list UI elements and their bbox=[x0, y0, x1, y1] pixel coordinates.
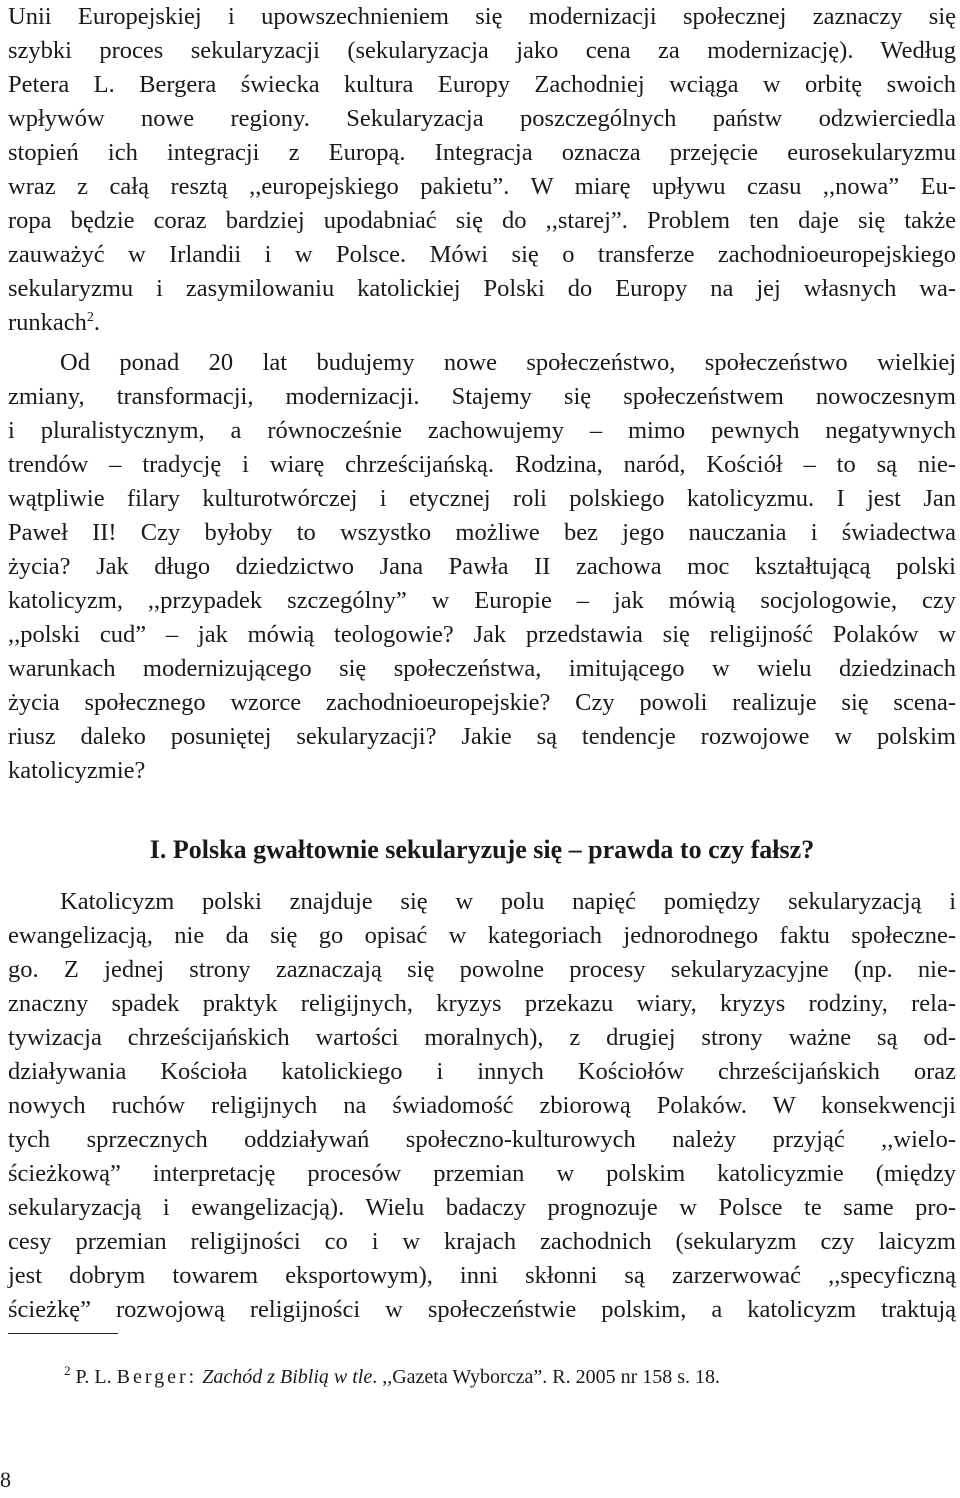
text-line: zmiany, transformacji, modernizacji. Stajemy się społeczeństwem nowoczesnym bbox=[8, 383, 956, 410]
footnote-author-surname: Berger: bbox=[116, 1366, 198, 1388]
text-line: znaczny spadek praktyk religijnych, kryzys przekazu wiary, kryzys rodziny, rela- bbox=[8, 990, 956, 1017]
text-line: życia społecznego wzorce zachodnioeuropejskie? Czy powoli realizuje się scena- bbox=[8, 689, 956, 716]
text-line: i pluralistycznym, a równocześnie zachowujemy – mimo pewnych negatywnych bbox=[8, 417, 956, 444]
text-line: Od ponad 20 lat budujemy nowe społeczeństwo, społeczeństwo wielkiej bbox=[60, 349, 956, 376]
footnote-ref: 2 bbox=[86, 310, 94, 325]
text-line: Petera L. Bergera świecka kultura Europy Zachodniej wciąga w orbitę swoich bbox=[8, 71, 956, 98]
text-line: zauważyć w Irlandii i w Polsce. Mówi się o transferze zachodnioeuropejskiego bbox=[8, 241, 956, 268]
text-line: wpływów nowe regiony. Sekularyzacja poszczególnych państw odzwierciedla bbox=[8, 105, 956, 132]
text-line: szybki proces sekularyzacji (sekularyzacja jako cena za modernizację). Według bbox=[8, 37, 956, 64]
footnote-title: Zachód z Biblią w tle bbox=[202, 1366, 373, 1388]
text-line: ,,polski cud” – jak mówią teologowie? Jak przedstawia się religijność Polaków w bbox=[8, 621, 956, 648]
text-line: wątpliwie filary kulturotwórczej i etycznej roli polskiego katolicyzmu. I jest Jan bbox=[8, 485, 956, 512]
text-line: trendów – tradycję i wiarę chrześcijańską. Rodzina, naród, Kościół – to są nie- bbox=[8, 451, 956, 478]
text-line: wraz z całą resztą ,,europejskiego pakietu”. W miarę upływu czasu ,,nowa” Eu- bbox=[8, 173, 956, 200]
text-line: sekularyzacją i ewangelizacją). Wielu badaczy prognozuje w Polsce te same pro- bbox=[8, 1194, 956, 1221]
text-line: Paweł II! Czy byłoby to wszystko możliwe bez jego nauczania i świadectwa bbox=[8, 519, 956, 546]
footnote-separator bbox=[8, 1333, 118, 1334]
text-line: ścieżkę” rozwojową religijności w społeczeństwie polskim, a katolicyzm traktują bbox=[8, 1296, 956, 1323]
text-line: jest dobrym towarem eksportowym), inni skłonni są zarzerwować ,,specyficzną bbox=[8, 1262, 956, 1289]
text-line: riusz daleko posuniętej sekularyzacji? Jakie są tendencje rozwojowe w polskim bbox=[8, 723, 956, 750]
footnote-author-initials: P. L. bbox=[75, 1366, 112, 1388]
section-heading: I. Polska gwałtownie sekularyzuje się – prawda to czy fałsz? bbox=[149, 835, 815, 864]
text-line: stopień ich integracji z Europą. Integracja oznacza przejęcie eurosekularyzmu bbox=[8, 139, 956, 166]
text-line: tych sprzecznych oddziaływań społeczno-kulturowych należy przyjąć ,,wielo- bbox=[8, 1126, 956, 1153]
text-line: warunkach modernizującego się społeczeństwa, imitującego w wielu dziedzinach bbox=[8, 655, 956, 682]
text-line: działywania Kościoła katolickiego i innych Kościołów chrześcijańskich oraz bbox=[8, 1058, 956, 1085]
footnote-number: 2 bbox=[64, 1363, 71, 1378]
text-line: ropa będzie coraz bardziej upodabniać się do ,,starej”. Problem ten daje się także bbox=[8, 207, 956, 234]
text-line: tywizacja chrześcijańskich wartości moralnych), z drugiej strony ważne są od- bbox=[8, 1024, 956, 1051]
text-line: katolicyzmie? bbox=[8, 757, 146, 784]
page-number: 8 bbox=[0, 1467, 11, 1492]
text-line: Unii Europejskiej i upowszechnieniem się modernizacji społecznej zaznaczy się bbox=[8, 3, 956, 30]
text-line bbox=[8, 306, 956, 340]
text-line: życia? Jak długo dziedzictwo Jana Pawła II zachowa moc kształtującą polski bbox=[8, 553, 956, 580]
footnote bbox=[64, 1362, 720, 1392]
footnote-source: . ,,Gazeta Wyborcza”. R. 2005 nr 158 s. 18. bbox=[372, 1366, 721, 1388]
text-line: nowych ruchów religijnych na świadomość zbiorową Polaków. W konsekwencji bbox=[8, 1092, 956, 1119]
text-line: katolicyzm, ,,przypadek szczególny” w Europie – jak mówią socjologowie, czy bbox=[8, 587, 956, 614]
text-line: Katolicyzm polski znajduje się w polu napięć pomiędzy sekularyzacją i bbox=[60, 888, 956, 915]
text-line: cesy przemian religijności co i w krajach zachodnich (sekularyzm czy laicyzm bbox=[8, 1228, 956, 1255]
text-line: go. Z jednej strony zaznaczają się powolne procesy sekularyzacyjne (np. nie- bbox=[8, 956, 956, 983]
line-text-end: . bbox=[93, 309, 101, 336]
text-line: sekularyzmu i zasymilowaniu katolickiej Polski do Europy na jej własnych wa- bbox=[8, 275, 956, 302]
text-line: ścieżkową” interpretację procesów przemian w polskim katolicyzmie (między bbox=[8, 1160, 956, 1187]
text-line: ewangelizacją, nie da się go opisać w kategoriach jednorodnego faktu społeczne- bbox=[8, 922, 956, 949]
line-text: runkach bbox=[8, 309, 87, 336]
